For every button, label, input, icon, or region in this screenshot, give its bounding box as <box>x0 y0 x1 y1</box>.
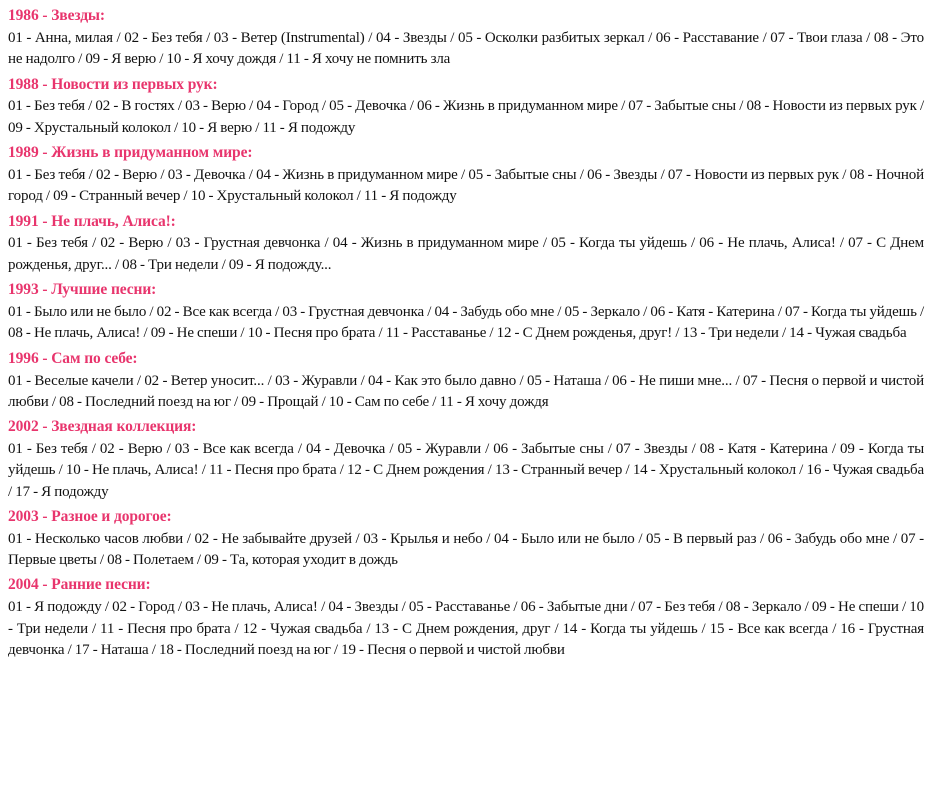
album-entry <box>8 349 928 414</box>
album-entry <box>8 507 928 572</box>
album-title: 1986 - Звезды: <box>8 7 105 24</box>
album-title: 1988 - Новости из первых рук: <box>8 75 218 93</box>
album-entry <box>8 212 928 277</box>
album-entry <box>8 6 928 71</box>
album-title: 1993 - Лучшие песни: <box>8 281 157 299</box>
album-title: 1989 - Жизнь в придуманном мире: <box>8 144 253 162</box>
album-title: 1991 - Не плачь, Алиса!: <box>8 212 176 230</box>
album-track-list: 01 - Без тебя / 02 - Верю / 03 - Девочка / 04 - Жизнь в придуманном мире / 05 - Забытые сны / 06 - Звезды / 07 - Новости из первых рук / 08 - Ночной город / 09 - Странный вечер / 10 - Хрустальный колокол / 11 - Я подожду <box>8 166 924 205</box>
album-track-list: 01 - Анна, милая / 02 - Без тебя / 03 - Ветер (Instrumental) / 04 - Звезды / 05 - Осколки разбитых зеркал / 06 - Расставание / 07 - Твои глаза / 08 - Это не надолго / 09 - Я верю / 10 - Я хочу дождя / 11 - Я хочу не помнить зла <box>8 29 924 68</box>
album-title: 2004 - Ранние песни: <box>8 576 151 594</box>
album-entry <box>8 143 928 208</box>
album-entry <box>8 575 928 661</box>
album-title: 1996 - Сам по себе: <box>8 349 138 367</box>
album-track-list: 01 - Без тебя / 02 - Верю / 03 - Грустная девчонка / 04 - Жизнь в придуманном мире / 05 - Когда ты уйдешь / 06 - Не плачь, Алиса! / 07 - С Днем рожденья, друг... / 08 - Три недели / 09 - Я подожду... <box>8 235 924 273</box>
album-track-list: 01 - Без тебя / 02 - В гостях / 03 - Верю / 04 - Город / 05 - Девочка / 06 - Жизнь в придуманном мире / 07 - Забытые сны / 08 - Новости из первых рук / 09 - Хрустальный колокол / 10 - Я верю / 11 - Я подожду <box>8 98 924 136</box>
album-track-list: 01 - Веселые качели / 02 - Ветер уносит... / 03 - Журавли / 04 - Как это было давно / 05 - Наташа / 06 - Не пиши мне... / 07 - Песня о первой и чистой любви / 08 - Последний поезд на юг / 09 - Прощай / 10 - Сам по себе / 11 - Я хочу дождя <box>8 372 924 410</box>
album-title: 2002 - Звездная коллекция: <box>8 418 197 436</box>
album-entry <box>8 417 928 503</box>
album-track-list: 01 - Я подожду / 02 - Город / 03 - Не плачь, Алиса! / 04 - Звезды / 05 - Расставанье / 06 - Забытые дни / 07 - Без тебя / 08 - Зеркало / 09 - Не спеши / 10 - Три недели / 11 - Песня про брата / 12 - Чужая свадьба / 13 - С Днем рождения, друг / 14 - Когда ты уйдешь / 15 - Все как всегда / 16 - Грустная девчонка / 17 - Наташа / 18 - Последний поезд на юг / 19 - Песня о первой и чистой любви <box>8 599 924 658</box>
album-title: 2003 - Разное и дорогое: <box>8 507 172 525</box>
album-entry <box>8 75 928 140</box>
album-track-list: 01 - Несколько часов любви / 02 - Не забывайте друзей / 03 - Крылья и небо / 04 - Было или не было / 05 - В первый раз / 06 - Забудь обо мне / 07 - Первые цветы / 08 - Полетаем / 09 - Та, которая уходит в дождь <box>8 530 924 569</box>
album-track-list: 01 - Было или не было / 02 - Все как всегда / 03 - Грустная девчонка / 04 - Забудь обо мне / 05 - Зеркало / 06 - Катя - Катерина / 07 - Когда ты уйдешь / 08 - Не плачь, Алиса! / 09 - Не спеши / 10 - Песня про брата / 11 - Расставанье / 12 - С Днем рожденья, друг! / 13 - Три недели / 14 - Чужая свадьба <box>8 303 924 342</box>
album-entry <box>8 280 928 345</box>
album-track-list: 01 - Без тебя / 02 - Верю / 03 - Все как всегда / 04 - Девочка / 05 - Журавли / 06 - Забытые сны / 07 - Звезды / 08 - Катя - Катерина / 09 - Когда ты уйдешь / 10 - Не плачь, Алиса! / 11 - Песня про брата / 12 - С Днем рождения / 13 - Странный вечер / 14 - Хрустальный колокол / 16 - Чужая свадьба / 17 - Я подожду <box>8 441 924 500</box>
